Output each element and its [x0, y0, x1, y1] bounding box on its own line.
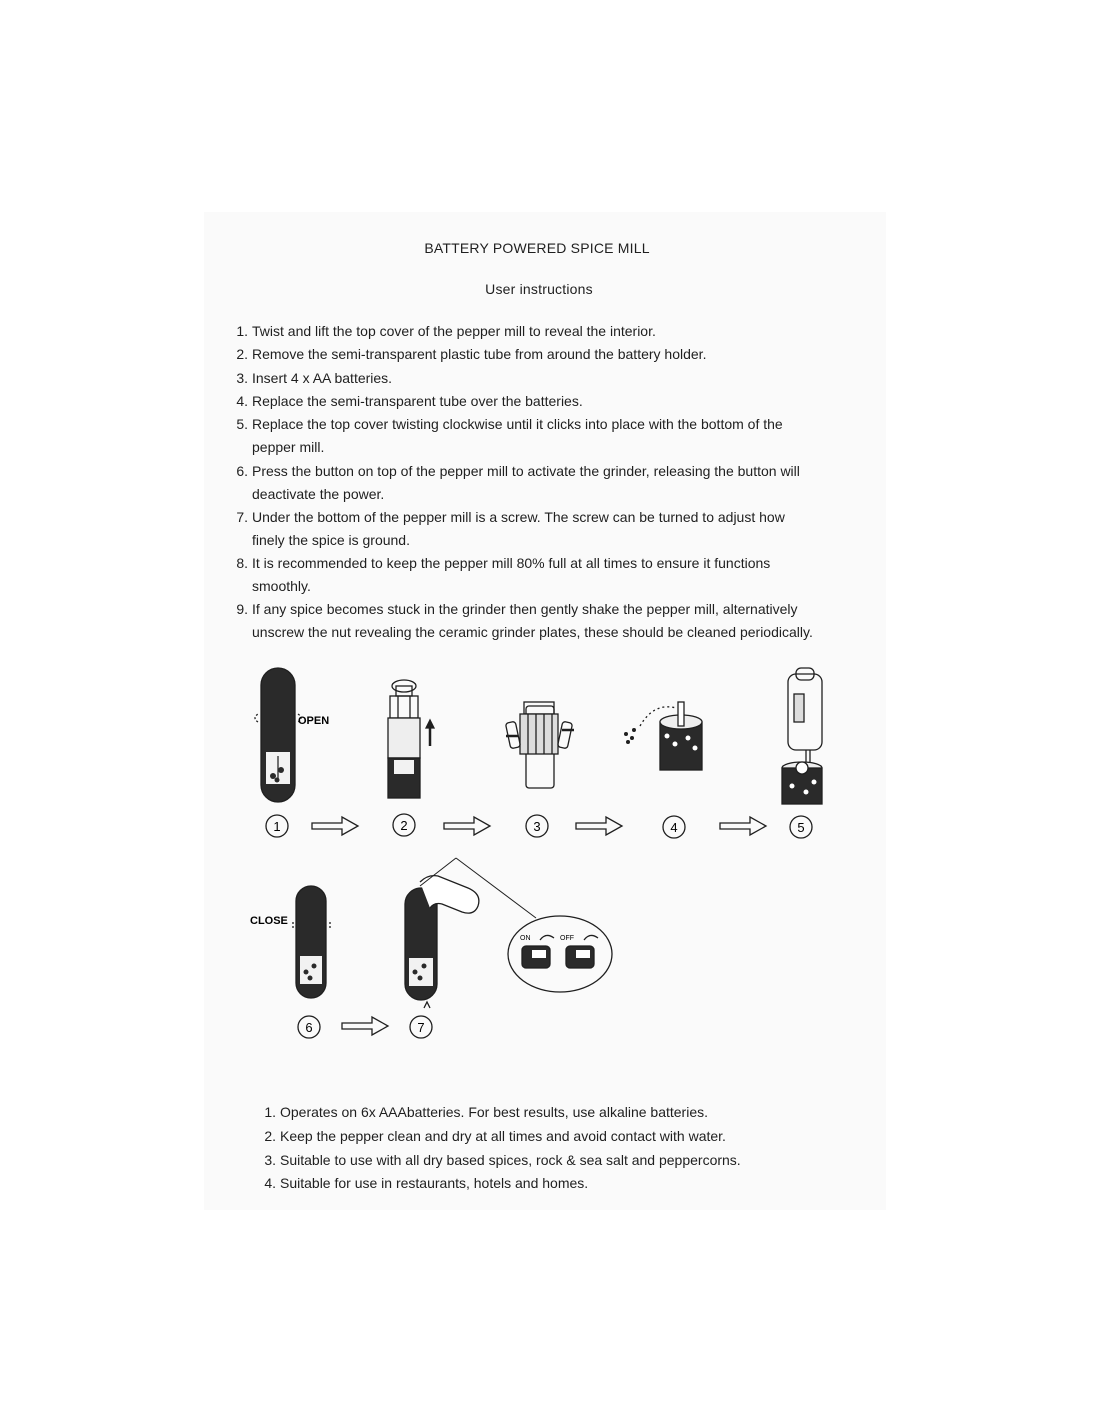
- step-text: Replace the semi-transparent tube over the batteries.: [252, 393, 583, 409]
- step-text: Insert 4 x AA batteries.: [252, 370, 393, 386]
- step-8: [236, 552, 892, 598]
- step-6: [236, 460, 892, 506]
- on-label: ON: [520, 935, 531, 942]
- note-text: Operates on 6x AAAbatteries. For best results, use alkaline batteries.: [280, 1104, 708, 1120]
- mill-illustration-2: [388, 680, 434, 798]
- step-number: 1.: [236, 323, 248, 339]
- document-title: BATTERY POWERED SPICE MILL: [424, 240, 650, 256]
- note-text: Keep the pepper clean and dry at all times and avoid contact with water.: [280, 1128, 726, 1144]
- step-1: [236, 320, 892, 343]
- step-text-cont: deactivate the power.: [252, 486, 385, 502]
- mill-illustration-1: [255, 668, 301, 802]
- step-number: 8.: [236, 555, 248, 571]
- step-text: Remove the semi-transparent plastic tube from around the battery holder.: [252, 346, 707, 362]
- step-text-cont: finely the spice is ground.: [252, 532, 410, 548]
- note-number: 2.: [264, 1128, 276, 1144]
- step-number: 2.: [236, 346, 248, 362]
- document-subtitle: User instructions: [485, 281, 593, 297]
- step-text: If any spice becomes stuck in the grinder then gently shake the pepper mill, alternatively: [252, 601, 798, 617]
- step-2: [236, 343, 892, 366]
- step-number: 6.: [236, 463, 248, 479]
- step-3: [236, 367, 892, 390]
- note-1: [264, 1104, 840, 1120]
- off-label: OFF: [560, 935, 574, 942]
- step-number-6: 6: [305, 1020, 313, 1035]
- step-text: Under the bottom of the pepper mill is a screw. The screw can be turned to adjust how: [252, 509, 785, 525]
- step-text: Replace the top cover twisting clockwise until it clicks into place with the bottom of the: [252, 416, 783, 432]
- note-number: 3.: [264, 1152, 276, 1168]
- mill-illustration-7: [405, 876, 479, 1008]
- step-number-2: 2: [400, 818, 408, 833]
- step-text-cont: unscrew the nut revealing the ceramic grinder plates, these should be cleaned periodically.: [252, 624, 813, 640]
- step-text-cont: pepper mill.: [252, 439, 325, 455]
- note-3: [264, 1152, 840, 1168]
- step-text-cont: smoothly.: [252, 578, 311, 594]
- mill-illustration-6: [293, 886, 330, 998]
- note-text: Suitable to use with all dry based spices, rock & sea salt and peppercorns.: [280, 1152, 741, 1168]
- step-4: [236, 390, 892, 413]
- step-number: 7.: [236, 509, 248, 525]
- on-off-switch-zoom: [508, 916, 612, 992]
- note-text: Suitable for use in restaurants, hotels and homes.: [280, 1175, 589, 1191]
- arrow-1-2: [312, 817, 358, 835]
- step-7: [236, 506, 892, 552]
- note-number: 4.: [264, 1175, 276, 1191]
- step-number-1: 1: [273, 819, 281, 834]
- open-label: OPEN: [298, 715, 330, 727]
- step-number-7: 7: [417, 1020, 425, 1035]
- step-number-4: 4: [670, 820, 678, 835]
- step-number: 3.: [236, 370, 248, 386]
- step-number-5: 5: [797, 820, 805, 835]
- note-2: [264, 1128, 840, 1144]
- step-9: [236, 598, 892, 644]
- close-label: CLOSE: [250, 915, 288, 927]
- step-number-3: 3: [533, 819, 541, 834]
- step-text: Twist and lift the top cover of the pepper mill to reveal the interior.: [252, 323, 656, 339]
- battery-holder-illustration-3: [505, 702, 574, 788]
- step-text: It is recommended to keep the pepper mill 80% full at all times to ensure it functions: [252, 555, 771, 571]
- step-number: 5.: [236, 416, 248, 432]
- note-4: [264, 1175, 840, 1191]
- arrow-6-7: [342, 1017, 388, 1035]
- step-number: 9.: [236, 601, 248, 617]
- step-5: [236, 413, 892, 459]
- arrow-4-5: [720, 817, 766, 835]
- assembly-diagram: [0, 650, 1100, 1050]
- step-text: Press the button on top of the pepper mill to activate the grinder, releasing the button will: [252, 463, 800, 479]
- arrow-2-3: [444, 817, 490, 835]
- step-number: 4.: [236, 393, 248, 409]
- mill-illustration-5: [782, 668, 822, 804]
- note-number: 1.: [264, 1104, 276, 1120]
- spice-fill-illustration-4: [624, 702, 702, 770]
- arrow-3-4: [576, 817, 622, 835]
